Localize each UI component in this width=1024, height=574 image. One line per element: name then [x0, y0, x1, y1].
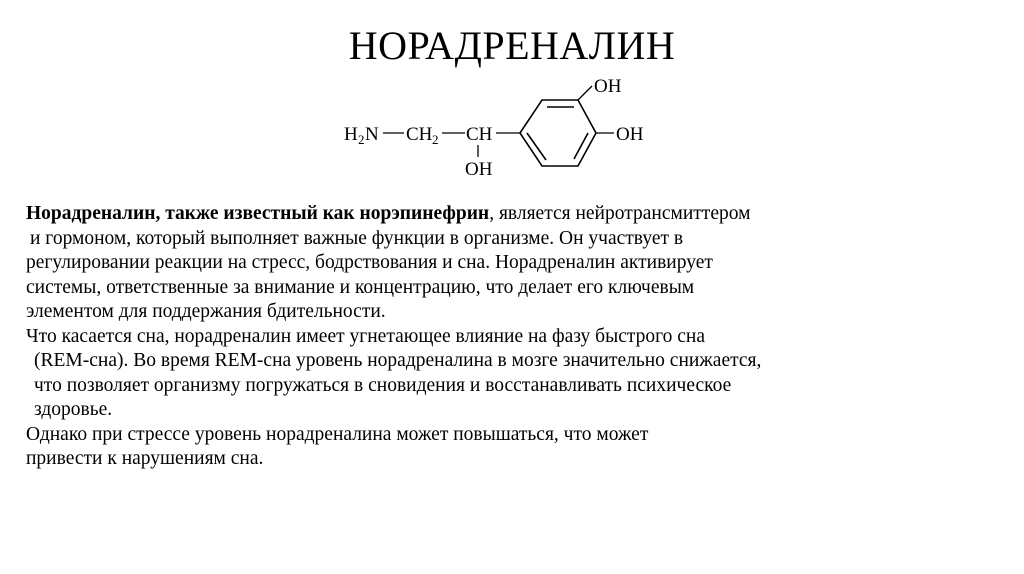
text-line: регулировании реакции на стресс, бодрствования и сна. Норадреналин активирует [26, 252, 713, 273]
bold-lead: Норадреналин, также известный как норэпинефрин [26, 203, 490, 224]
formula-oh-top: OH [594, 76, 622, 97]
description-text [26, 202, 926, 472]
benzene-ring [520, 100, 596, 166]
text-line: Норадреналин, также известный как норэпинефрин, является нейротрансмиттером [26, 203, 751, 224]
text-line: системы, ответственные за внимание и концентрацию, что делает его ключевым [26, 276, 695, 298]
text-line: элементом для поддержания бдительности. [26, 301, 386, 322]
bond-ring-oh-top [578, 86, 592, 100]
text-line: здоровье. [34, 399, 113, 420]
formula-n: N [365, 124, 379, 145]
formula-h: H [344, 124, 358, 145]
formula-ch2: CH [406, 124, 433, 145]
formula-h2-subscript: 2 [358, 132, 365, 147]
text-line: Что касается сна, норадреналин имеет угнетающее влияние на фазу быстрого сна [26, 325, 705, 347]
noradrenaline-structural-formula [338, 72, 658, 184]
formula-ch: CH [466, 124, 493, 145]
formula-ch2-subscript: 2 [432, 132, 439, 147]
ring-double-bond-right [574, 133, 588, 159]
formula-oh-bottom: OH [465, 159, 493, 180]
text-line: и гормоном, который выполняет важные функции в организме. Он участвует в [30, 227, 684, 249]
formula-oh-right: OH [616, 124, 644, 145]
text-line: привести к нарушениям сна. [26, 448, 264, 469]
text-line: (REM-сна). Во время REM-сна уровень норадреналина в мозге значительно снижается, [34, 350, 762, 371]
text-line: что позволяет организму погружаться в сновидения и восстанавливать психическое [34, 374, 732, 396]
slide-title: НОРАДРЕНАЛИН [348, 23, 676, 68]
text-line: Однако при стрессе уровень норадреналина может повышаться, что может [26, 423, 649, 445]
